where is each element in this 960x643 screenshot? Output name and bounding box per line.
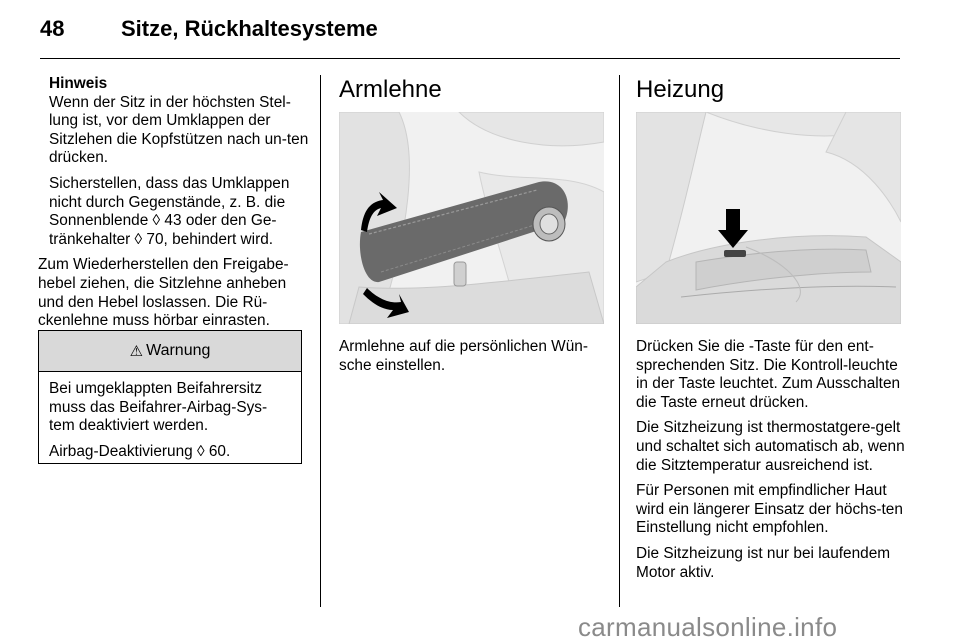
warning-paragraph-1: Bei umgeklappten Beifahrersitz muss das Beifahrer-Airbag-Sys-tem deaktiviert werden.	[49, 380, 268, 435]
warning-header	[39, 331, 301, 372]
heating-paragraph-4: Die Sitzheizung ist nur bei laufendem Motor aktiv.	[636, 544, 891, 581]
page-number: 48	[40, 16, 65, 41]
heating-paragraph-1: Drücken Sie die -Taste für den ent-sprechenden Sitz. Die Kontroll-leuchte in der Taste leuchtet. Zum Ausschalten die Taste erneut drücken.	[636, 338, 901, 411]
heating-paragraph-3: Für Personen mit empfindlicher Haut wird ein längerer Einsatz der höchs-ten Einstellung nicht empfohlen.	[636, 482, 903, 537]
note-block	[38, 75, 310, 249]
header-divider	[40, 58, 900, 59]
heating-paragraph-2: Die Sitzheizung ist thermostatgere-gelt und schaltet sich automatisch ab, wenn die Sitztemperatur ausreichend ist.	[636, 419, 905, 474]
warning-body	[39, 372, 301, 461]
armrest-section	[339, 75, 604, 375]
watermark: carmanualsonline.info	[578, 612, 838, 642]
left-column	[38, 75, 310, 338]
armrest-text: Armlehne auf die persönlichen Wün-sche einstellen.	[339, 338, 588, 374]
note-paragraph-2: Sicherstellen, dass das Umklappen nicht durch Gegenstände, z. B. die Sonnenblende ◊ 43 oder den Ge-tränkehalter ◊ 70, behindert wird.	[49, 174, 290, 248]
note-title: Hinweis	[49, 75, 108, 92]
page-header	[40, 16, 900, 50]
armrest-illustration	[339, 112, 604, 324]
warning-icon: ⚠	[129, 343, 144, 360]
chapter-title: Sitze, Rückhaltesysteme	[121, 16, 378, 41]
seat-heating-illustration	[636, 112, 901, 324]
restore-paragraph: Zum Wiederherstellen den Freigabe-hebel ziehen, die Sitzlehne anheben und den Hebel loslassen. Die Rü-ckenlehne muss hörbar einrasten.	[38, 256, 289, 330]
note-paragraph-1: Wenn der Sitz in der höchsten Stel-lung ist, vor dem Umklappen der Sitzlehen die Kopfstützen nach un-ten drücken.	[49, 93, 309, 167]
warning-title: Warnung	[146, 342, 211, 359]
armrest-heading: Armlehne	[339, 76, 442, 103]
warning-paragraph-2: Airbag-Deaktivierung ◊ 60.	[49, 442, 231, 460]
heating-heading: Heizung	[636, 76, 725, 103]
heating-text	[636, 338, 906, 582]
warning-box	[38, 330, 302, 464]
heating-section	[636, 75, 906, 589]
column-divider-2	[619, 75, 620, 607]
column-divider-1	[320, 75, 321, 607]
